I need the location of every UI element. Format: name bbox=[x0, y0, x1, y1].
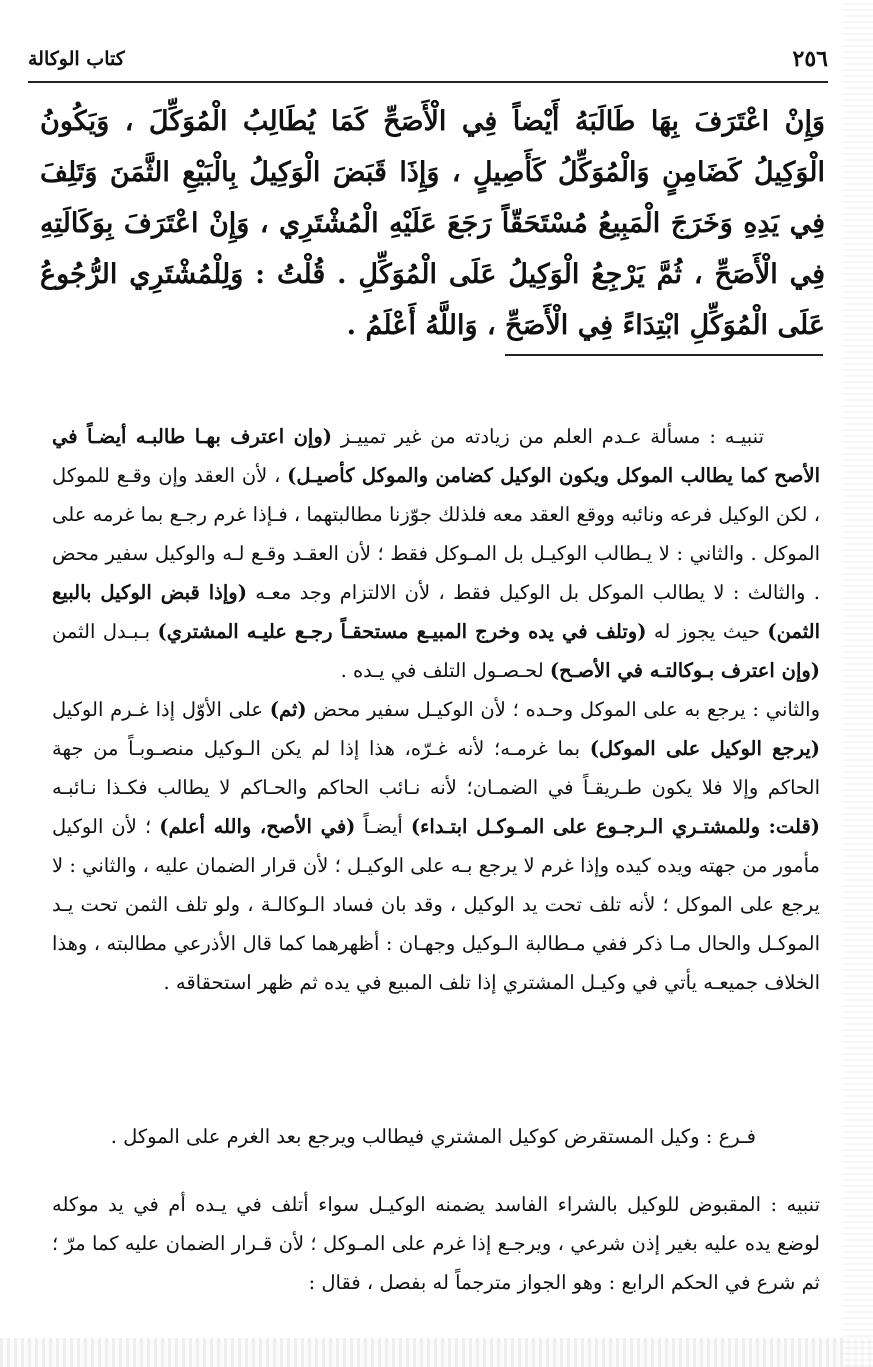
commentary-text: ، لأن العقد وإن وقـع للموكل ، لكن الوكيل فرعه ونائبه ووقع العقد معه فلذلك جوّزنا مطالبتهما ، فـإذا غرم رجـع بما غرمه على الموكل . والثاني : لا يـطالب الوكيـل بل المـوكل فقط ؛ لأن العقـد وقـع لـه والوكيل سفير محض . والثالث : لا يطالب الموكل بل الوكيل فقط ، لأن الالتزام وجد معـه bbox=[52, 464, 821, 604]
second-note bbox=[52, 1185, 820, 1302]
commentary-text: بما غرمـه؛ لأنه غـرّه، هذا إذا لم يكن الـوكيل منصـوبـاً من جهة الحاكم وإلا فلا يكون طـريقـاً في الضمـان؛ لأنه نـائب الحاكم والحـاكم لا يطالب فكـذا نـائبـه bbox=[52, 737, 820, 799]
commentary-paragraph-1 bbox=[52, 417, 820, 690]
scan-noise-bottom bbox=[0, 1338, 873, 1367]
quoted-text: (وإذا قبض الوكيل بالبيع الثمن) bbox=[52, 581, 821, 643]
commentary-text: والثاني : يرجع به على الموكل وحـده ؛ لأن الوكيـل سفير محض bbox=[306, 698, 820, 721]
commentary bbox=[52, 417, 820, 1002]
quoted-text: (وإن اعترف بـوكالتـه في الأصـح) bbox=[549, 659, 820, 682]
commentary-text: بـبـدل الثمن bbox=[52, 620, 158, 643]
quoted-text: (في الأصح، والله أعلم) bbox=[159, 815, 356, 838]
scan-noise-edge bbox=[843, 0, 873, 1367]
header-rule bbox=[28, 81, 828, 83]
commentary-text: على الأوّل إذا غـرم الوكيل bbox=[52, 698, 270, 721]
text-separator bbox=[505, 354, 823, 356]
quoted-text: (ثم) bbox=[269, 698, 307, 721]
quoted-text: (وإن اعترف بهـا طالبـه أيضـاً في الأصح كما يطالب الموكل ويكون الوكيل كضامن والموكل كأصيـل) bbox=[52, 425, 820, 487]
quoted-text: (قلت: وللمشتـري الـرجـوع على المـوكـل ابتـداء) bbox=[410, 815, 820, 838]
quoted-text: (وتلف في يده وخرج المبيـع مستحقـاً رجـع عليـه المشتري) bbox=[157, 620, 647, 643]
main-text: وَإِنْ اعْتَرَفَ بِهَا طَالَبَهُ أَيْضاً فِي الْأَصَحِّ كَمَا يُطَالِبُ الْمُوَكِّلَ ، وَيَكُونُ الْوَكِيلُ كَضَامِنٍ وَالْمُوَكِّلُ كَأَصِيلٍ ، وَإِذَا قَبَضَ الْوَكِيلُ بِالْبَيْعِ الثَّمَنَ وَتَلِفَ فِي يَدِهِ وَخَرَجَ الْمَبِيعُ مُسْتَحَقّاً رَجَعَ عَلَيْهِ الْمُشْتَرِي ، وَإِنْ اعْتَرَفَ بِوَكَالَتِهِ فِي الْأَصَحِّ ، ثُمَّ يَرْجِعُ الْوَكِيلُ عَلَى الْمُوَكِّلِ . قُلْتُ : وَلِلْمُشْتَرِي الرُّجُوعُ عَلَى الْمُوَكِّلِ ابْتِدَاءً فِي الْأَصَحِّ ، وَاللَّهُ أَعْلَمُ . bbox=[40, 106, 825, 341]
commentary-text: أيضـاً bbox=[355, 815, 411, 838]
commentary-text: تنبيـه : مسألة عـدم العلم من زيادته من غير تمييـز bbox=[331, 425, 764, 448]
commentary-text: ؛ لأن الوكيل مأمور من جهته ويده كيده وإذا غرم لا يرجع بـه على الوكيـل ؛ لأن قرار الضمان عليه ، والثاني : لا يرجع على الموكل ؛ لأنه تلف تحت يد الوكيل ، وقد بان فساد الـوكالـة ، ولو تلف الثمن تحت يـد الموكـل والحال مـا ذكر ففي مـطالبة الـوكيل وجهـان : أظهرهما كما قال الأذرعي مطالبته ، وهذا الخلاف جميعـه يأتي في وكيـل المشتري إذا تلف المبيع في يده ثم ظهر استحقاقه . bbox=[52, 815, 820, 994]
page-header bbox=[28, 46, 828, 80]
commentary-text: لحـصـول التلف في يـده . bbox=[340, 659, 550, 682]
commentary-text: حيث يجوز له bbox=[646, 620, 768, 643]
quoted-text: (يرجع الوكيل على الموكل) bbox=[589, 737, 820, 760]
book-title: كتاب الوكالة bbox=[28, 48, 125, 70]
branch-note: فـرع : وكيل المستقرض كوكيل المشتري فيطالب ويرجع بعد الغرم على الموكل . bbox=[110, 1125, 756, 1148]
second-note-text: تنبيه : المقبوض للوكيل بالشراء الفاسد يضمنه الوكيـل سواء أتلف في يـده أم في يد موكله لوضع يده عليه بغير إذن شرعي ، ويرجـع إذا غرم على المـوكل ؛ لأن قـرار الضمان عليه كما مرّ ؛ ثم شرع في الحكم الرابع : وهو الجواز مترجماً له بفصل ، فقال : bbox=[52, 1193, 820, 1294]
commentary-paragraph-2 bbox=[52, 690, 820, 1002]
page-number: ٢٥٦ bbox=[792, 46, 828, 72]
